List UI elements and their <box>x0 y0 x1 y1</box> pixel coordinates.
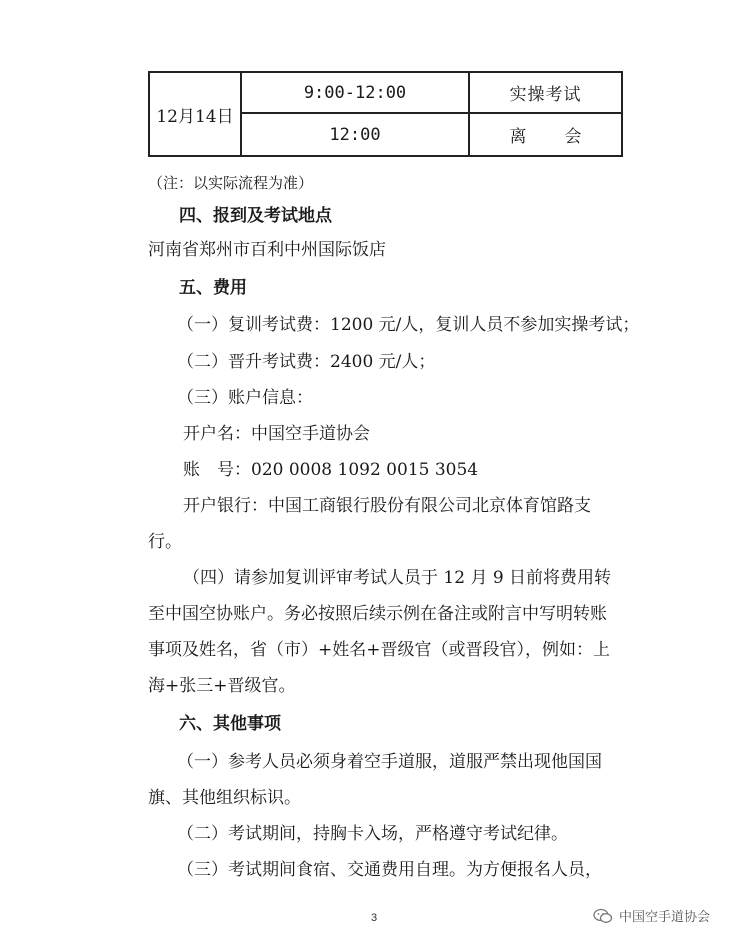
schedule-table <box>148 71 623 157</box>
schedule-row <box>242 73 621 114</box>
fee-item-3: （三）账户信息： <box>177 388 313 408</box>
fee-item-1: （一）复训考试费：1200 元/人，复训人员不参加实操考试； <box>177 315 640 335</box>
watermark-text: 中国空手道协会 <box>618 910 710 925</box>
wechat-icon <box>593 908 613 924</box>
schedule-time-cell: 12:00 <box>242 114 470 155</box>
schedule-event-cell: 实操考试 <box>509 85 582 105</box>
fee-item-4-line-1: （四）请参加复训评审考试人员于 12 月 9 日前将费用转 <box>183 568 612 588</box>
other-item-2: （二）考试期间，持胸卡入场，严格遵守考试纪律。 <box>177 824 568 844</box>
schedule-date-cell: 12月14日 <box>150 73 242 155</box>
schedule-event-cell <box>470 114 621 155</box>
watermark <box>593 906 710 925</box>
section6-heading: 六、其他事项 <box>179 714 281 734</box>
other-item-1-line-2: 旗、其他组织标识。 <box>148 788 301 808</box>
bank-line-1: 开户银行：中国工商银行股份有限公司北京体育馆路支 <box>183 496 591 516</box>
account-name: 开户名：中国空手道协会 <box>183 424 370 444</box>
bank-line-2: 行。 <box>148 532 182 552</box>
schedule-note: （注：以实际流程为准） <box>148 174 314 192</box>
fee-item-4-line-2: 至中国空协账户。务必按照后续示例在备注或附言中写明转账 <box>148 604 607 624</box>
event-text-part1: 离 <box>509 127 527 147</box>
fee-item-4-line-4: 海+张三+晋级官。 <box>148 676 296 696</box>
fee-item-2: （二）晋升考试费：2400 元/人； <box>177 352 436 372</box>
other-item-3: （三）考试期间食宿、交通费用自理。为方便报名人员， <box>177 860 602 880</box>
event-text-part2: 会 <box>564 127 582 147</box>
schedule-time-cell: 9:00-12:00 <box>242 73 470 112</box>
account-number: 账 号：020 0008 1092 0015 3054 <box>183 460 479 480</box>
page-number: 3 <box>371 912 378 924</box>
fee-item-4-line-3: 事项及姓名，省（市）+姓名+晋级官（或晋段官），例如：上 <box>148 640 610 660</box>
other-item-1-line-1: （一）参考人员必须身着空手道服，道服严禁出现他国国 <box>177 752 602 772</box>
exam-location: 河南省郑州市百利中州国际饭店 <box>148 240 386 260</box>
schedule-row <box>242 114 621 155</box>
section5-heading: 五、费用 <box>179 278 247 298</box>
section4-heading: 四、报到及考试地点 <box>179 206 332 226</box>
